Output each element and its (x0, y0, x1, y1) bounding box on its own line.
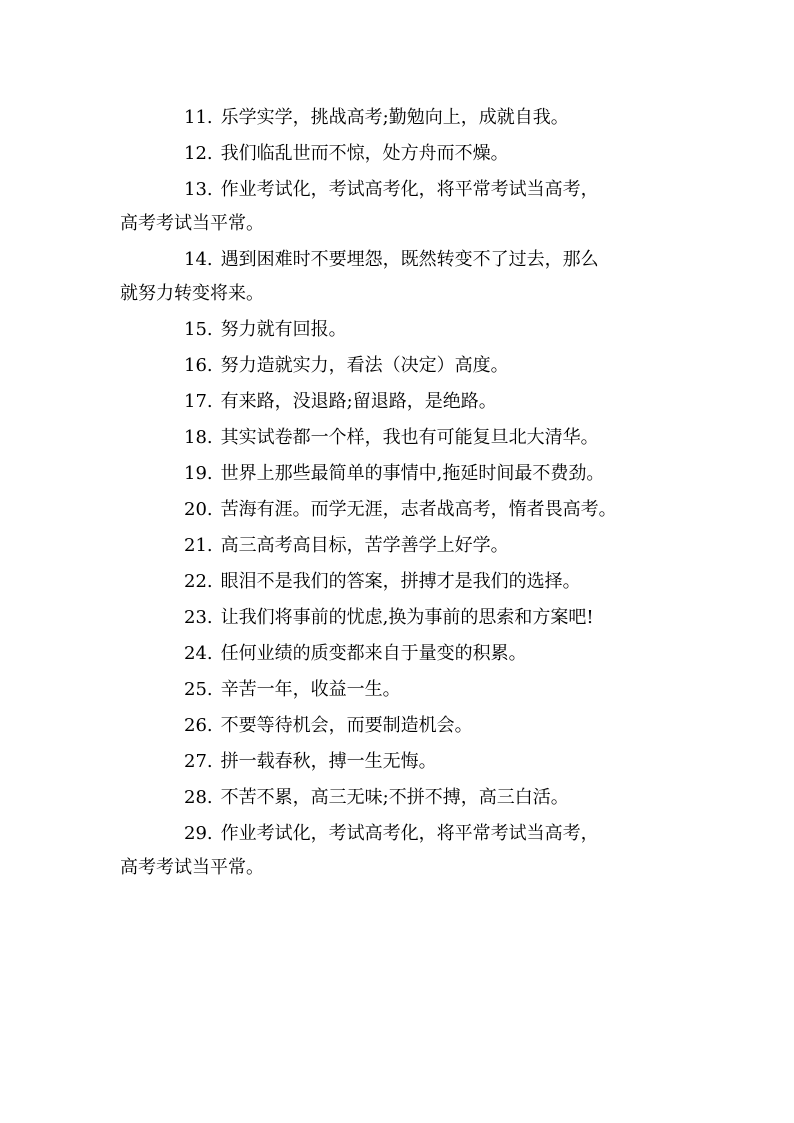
item-text: 作业考试化，考试高考化，将平常考试当高考， (220, 179, 599, 200)
list-item (120, 712, 680, 740)
list-item (120, 104, 680, 132)
item-number: 29. (184, 823, 213, 844)
item-number: 16. (184, 355, 213, 376)
list-item (120, 640, 680, 668)
list-item (120, 604, 680, 632)
item-text: 其实试卷都一个样，我也有可能复旦北大清华。 (220, 427, 599, 448)
list-item (120, 496, 680, 524)
item-text: 苦海有涯。而学无涯，志者战高考，惰者畏高考。 (220, 499, 617, 520)
list-item (120, 388, 680, 416)
item-text: 乐学实学，挑战高考;勤勉向上，成就自我。 (220, 107, 569, 128)
item-text-continued: 高考考试当平常。 (120, 213, 264, 234)
item-number: 19. (184, 463, 213, 484)
item-number: 21. (184, 535, 213, 556)
item-number: 14. (184, 249, 213, 270)
item-number: 24. (184, 643, 213, 664)
item-text: 让我们将事前的忧虑,换为事前的思索和方案吧! (220, 607, 594, 628)
item-number: 11. (184, 107, 213, 128)
list-item (120, 748, 680, 776)
item-text: 作业考试化，考试高考化，将平常考试当高考， (220, 823, 599, 844)
item-number: 18. (184, 427, 213, 448)
list-item (120, 676, 680, 704)
item-number: 23. (184, 607, 213, 628)
item-number: 26. (184, 715, 213, 736)
item-number: 25. (184, 679, 213, 700)
list-item (120, 784, 680, 812)
item-number: 17. (184, 391, 213, 412)
item-text: 不要等待机会，而要制造机会。 (220, 715, 473, 736)
item-number: 20. (184, 499, 213, 520)
list-item (120, 140, 680, 168)
list-item (120, 424, 680, 452)
list-item (120, 460, 680, 488)
quote-list (120, 104, 680, 890)
item-text-continued: 就努力转变将来。 (120, 283, 264, 304)
item-text-continued: 高考考试当平常。 (120, 857, 264, 878)
item-text: 辛苦一年，收益一生。 (220, 679, 401, 700)
item-number: 27. (184, 751, 213, 772)
item-text: 有来路，没退路;留退路，是绝路。 (220, 391, 497, 412)
item-text: 眼泪不是我们的答案，拼搏才是我们的选择。 (220, 571, 581, 592)
item-number: 15. (184, 319, 213, 340)
list-item (120, 568, 680, 596)
list-item (120, 820, 680, 882)
item-number: 28. (184, 787, 213, 808)
item-number: 12. (184, 143, 213, 164)
item-text: 努力就有回报。 (220, 319, 347, 340)
item-text: 遇到困难时不要埋怨，既然转变不了过去，那么 (220, 249, 599, 270)
item-text: 我们临乱世而不惊，处方舟而不燥。 (220, 143, 509, 164)
item-number: 22. (184, 571, 213, 592)
list-item (120, 532, 680, 560)
item-text: 努力造就实力，看法（决定）高度。 (220, 355, 509, 376)
item-text: 任何业绩的质变都来自于量变的积累。 (220, 643, 527, 664)
list-item (120, 352, 680, 380)
item-text: 不苦不累，高三无味;不拼不搏，高三白活。 (220, 787, 569, 808)
item-text: 拼一载春秋，搏一生无悔。 (220, 751, 437, 772)
list-item (120, 176, 680, 238)
list-item (120, 246, 680, 308)
list-item (120, 316, 680, 344)
item-number: 13. (184, 179, 213, 200)
item-text: 世界上那些最简单的事情中,拖延时间最不费劲。 (220, 463, 605, 484)
item-text: 高三高考高目标，苦学善学上好学。 (220, 535, 509, 556)
